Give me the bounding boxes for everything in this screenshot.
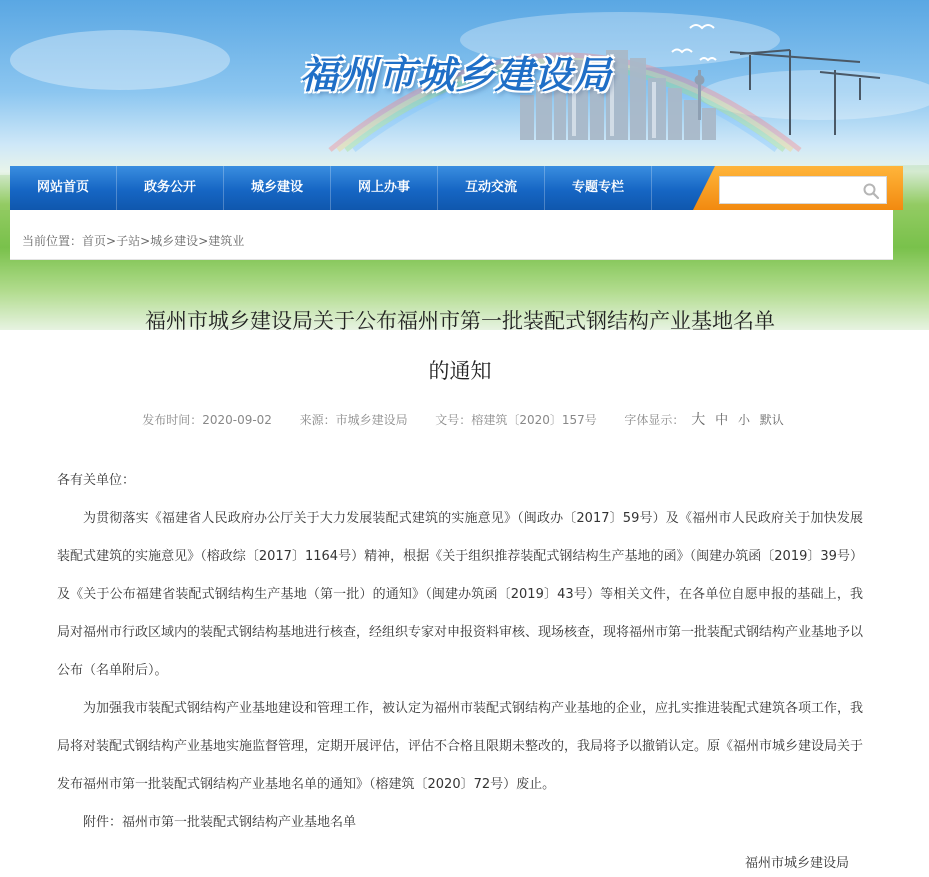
article-title [60,296,860,396]
breadcrumb [10,210,893,260]
source-label: 来源： [299,413,336,427]
nav-item-interaction[interactable]: 互动交流 [438,166,545,210]
salutation: 各有关单位： [57,473,136,488]
font-size-large-link[interactable]: 大 [691,412,706,428]
search-icon[interactable] [862,182,880,200]
attachment-line[interactable]: 附件：福州市第一批装配式钢结构产业基地名单 [83,815,357,830]
publish-label: 发布时间： [142,413,203,427]
nav-item-special-topics[interactable]: 专题专栏 [545,166,652,210]
article-meta [0,409,929,429]
search-box [719,176,887,204]
font-size-small-link[interactable]: 小 [737,413,750,427]
site-banner [0,0,929,330]
breadcrumb-prefix: 当前位置： [22,234,83,248]
font-size-default-link[interactable]: 默认 [759,413,784,427]
paragraph-1: 为贯彻落实《福建省人民政府办公厅关于大力发展装配式建筑的实施意见》（闽政办〔2017〕59号）及《福州市人民政府关于加快发展装配式建筑的实施意见》（榕政综〔2017〕1164号）精神，根据《关于组织推荐装配式钢结构生产基地的函》（闽建办筑函〔2019〕39号）及《关于公布福建省装配式钢结构生产基地（第一批）的通知》（闽建办筑函〔2019〕43号）等相关文件，在各单位自愿申报的基础上，我局对福州市行政区域内的装配式钢结构基地进行核查，经组织专家对申报资料审核、现场核查，现将福州市第一批装配式钢结构产业基地予以公布（名单附后）。 [57,511,864,678]
nav-item-home[interactable]: 网站首页 [10,166,117,210]
breadcrumb-item-building-industry[interactable]: 建筑业 [208,234,245,248]
breadcrumb-item-construction[interactable]: 城乡建设 [150,234,199,248]
publish-date: 2020-09-02 [202,413,272,427]
breadcrumb-separator: > [140,234,151,248]
font-size-medium-link[interactable]: 中 [715,413,729,428]
source-value: 市城乡建设局 [335,413,408,427]
nav-item-government[interactable]: 政务公开 [117,166,224,210]
breadcrumb-separator: > [198,234,209,248]
article-content [57,462,863,842]
article-title-line2: 的通知 [428,359,492,383]
site-title: 福州市城乡建设局 [300,53,613,97]
signature: 福州市城乡建设局 [745,856,850,871]
fontsize-label: 字体显示： [624,413,685,427]
article-title-line1: 福州市城乡建设局关于公布福州市第一批装配式钢结构产业基地名单 [145,309,775,333]
paragraph-2: 为加强我市装配式钢结构产业基地建设和管理工作，被认定为福州市装配式钢结构产业基地的企业，应扎实推进装配式建筑各项工作，我局将对装配式钢结构产业基地实施监督管理，定期开展评估，评估不合格且限期未整改的，我局将予以撤销认定。原《福州市城乡建设局关于发布福州市第一批装配式钢结构产业基地名单的通知》（榕建筑〔2020〕72号）废止。 [57,701,864,792]
docno-label: 文号： [435,413,472,427]
search-input[interactable] [720,177,856,203]
nav-item-construction[interactable]: 城乡建设 [224,166,331,210]
breadcrumb-item-substation[interactable]: 子站 [116,234,141,248]
docno-value: 榕建筑〔2020〕157号 [471,413,597,427]
nav-item-online-service[interactable]: 网上办事 [331,166,438,210]
breadcrumb-separator: > [106,234,117,248]
breadcrumb-item-home[interactable]: 首页 [82,234,107,248]
